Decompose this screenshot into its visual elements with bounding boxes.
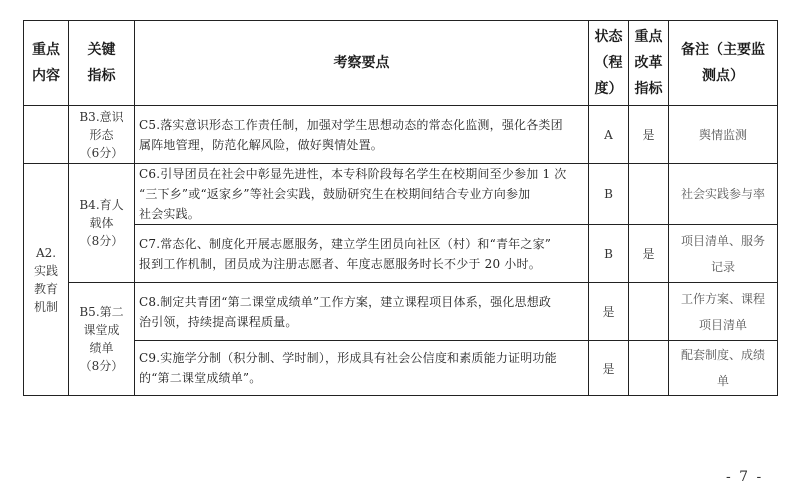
indicator-b3: B3.意识 形态 （6分） (69, 106, 135, 164)
header-key-content: 重点 内容 (24, 21, 69, 106)
remark-cell: 社会实践参与率 (669, 164, 778, 225)
status-cell: 是 (589, 283, 629, 341)
review-point-c9: C9.实施学分制（积分制、学时制），形成具有社会公信度和素质能力证明功能 的“第二课堂成绩单”。 (135, 341, 589, 396)
review-point-c8: C8.制定共青团“第二课堂成绩单”工作方案，建立课程项目体系，强化思想政 治引领，持续提高课程质量。 (135, 283, 589, 341)
key-reform-cell: 是 (629, 225, 669, 283)
table-row (24, 164, 778, 225)
table-header-row (24, 21, 778, 106)
evaluation-table (23, 20, 778, 396)
content-a2: A2. 实践 教育 机制 (24, 164, 69, 396)
status-cell: A (589, 106, 629, 164)
header-remarks: 备注（主要监 测点） (669, 21, 778, 106)
remark-cell: 舆情监测 (669, 106, 778, 164)
status-cell: B (589, 225, 629, 283)
table-row (24, 225, 778, 283)
empty-cell (24, 106, 69, 164)
table-row (24, 106, 778, 164)
status-cell: B (589, 164, 629, 225)
header-status: 状态 （程 度） (589, 21, 629, 106)
remark-cell: 项目清单、服务 记录 (669, 225, 778, 283)
remark-cell: 配套制度、成绩 单 (669, 341, 778, 396)
key-reform-cell (629, 283, 669, 341)
status-cell: 是 (589, 341, 629, 396)
header-key-reform: 重点 改革 指标 (629, 21, 669, 106)
page-number: - 7 - (726, 469, 764, 485)
table-row (24, 283, 778, 341)
key-reform-cell: 是 (629, 106, 669, 164)
key-reform-cell (629, 341, 669, 396)
indicator-b4: B4.育人 载体 （8分） (69, 164, 135, 283)
table-row (24, 341, 778, 396)
key-reform-cell (629, 164, 669, 225)
review-point-c6: C6.引导团员在社会中彰显先进性，本专科阶段每名学生在校期间至少参加 1 次 “三下乡”或“返家乡”等社会实践，鼓励研究生在校期间结合专业方向参加 社会实践。 (135, 164, 589, 225)
remark-cell: 工作方案、课程 项目清单 (669, 283, 778, 341)
header-review-points: 考察要点 (135, 21, 589, 106)
review-point-c5: C5.落实意识形态工作责任制，加强对学生思想动态的常态化监测，强化各类团 属阵地管理，防范化解风险，做好舆情处置。 (135, 106, 589, 164)
indicator-b5: B5.第二 课堂成 绩单 （8分） (69, 283, 135, 396)
header-key-indicator: 关键 指标 (69, 21, 135, 106)
review-point-c7: C7.常态化、制度化开展志愿服务，建立学生团员向社区（村）和“青年之家” 报到工作机制，团员成为注册志愿者、年度志愿服务时长不少于 20 小时。 (135, 225, 589, 283)
